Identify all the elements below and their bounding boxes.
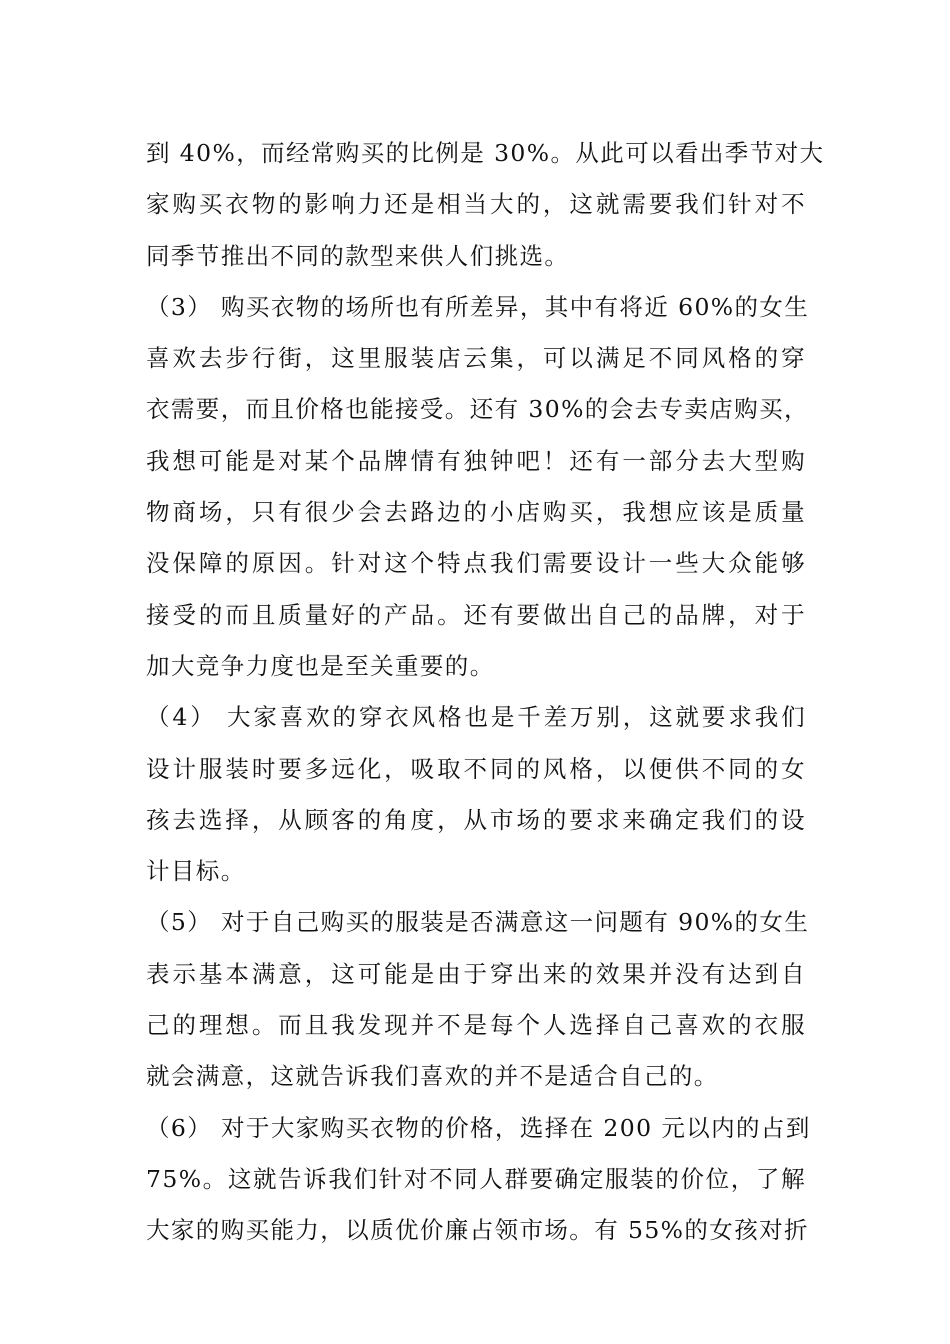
text-line: 孩去选择，从顾客的角度，从市场的要求来确定我们的设: [146, 805, 806, 834]
text-line: 己的理想。而且我发现并不是每个人选择自己喜欢的衣服: [146, 1011, 806, 1040]
text-line: 大家的购买能力，以质优价廉占领市场。有 55%的女孩对折: [146, 1216, 809, 1245]
text-line: 同季节推出不同的款型来供人们挑选。: [146, 241, 570, 270]
text-line: （5） 对于自己购买的服装是否满意这一问题有 90%的女生: [146, 908, 810, 937]
text-line: 计目标。: [146, 857, 246, 886]
text-line: 衣需要，而且价格也能接受。还有 30%的会去专卖店购买，: [146, 395, 809, 424]
text-line: （6） 对于大家购买衣物的价格，选择在 200 元以内的占到: [146, 1113, 811, 1142]
text-line: 就会满意，这就告诉我们喜欢的并不是适合自己的。: [146, 1062, 719, 1091]
text-line: 物商场，只有很少会去路边的小店购买，我想应该是质量: [146, 498, 806, 527]
text-line: 设计服装时要多远化，吸取不同的风格，以便供不同的女: [146, 754, 806, 783]
text-line: 没保障的原因。针对这个特点我们需要设计一些大众能够: [146, 549, 806, 578]
text-line: 加大竞争力度也是至关重要的。: [146, 651, 495, 680]
text-line: 家购买衣物的影响力还是相当大的，这就需要我们针对不: [146, 190, 806, 219]
text-line: 喜欢去步行街，这里服装店云集，可以满足不同风格的穿: [146, 344, 806, 373]
text-line: （4） 大家喜欢的穿衣风格也是千差万别，这就要求我们: [146, 703, 806, 732]
text-line: 75%。这就告诉我们针对不同人群要确定服装的价位，了解: [146, 1164, 806, 1193]
text-line: （3） 购买衣物的场所也有所差异，其中有将近 60%的女生: [146, 292, 810, 321]
text-line: 到 40%，而经常购买的比例是 30%。从此可以看出季节对大: [146, 139, 825, 167]
document-body: [146, 128, 825, 1257]
text-line: 表示基本满意，这可能是由于穿出来的效果并没有达到自: [146, 959, 806, 988]
text-line: 我想可能是对某个品牌情有独钟吧！还有一部分去大型购: [146, 446, 806, 475]
text-line: 接受的而且质量好的产品。还有要做出自己的品牌，对于: [146, 600, 806, 629]
